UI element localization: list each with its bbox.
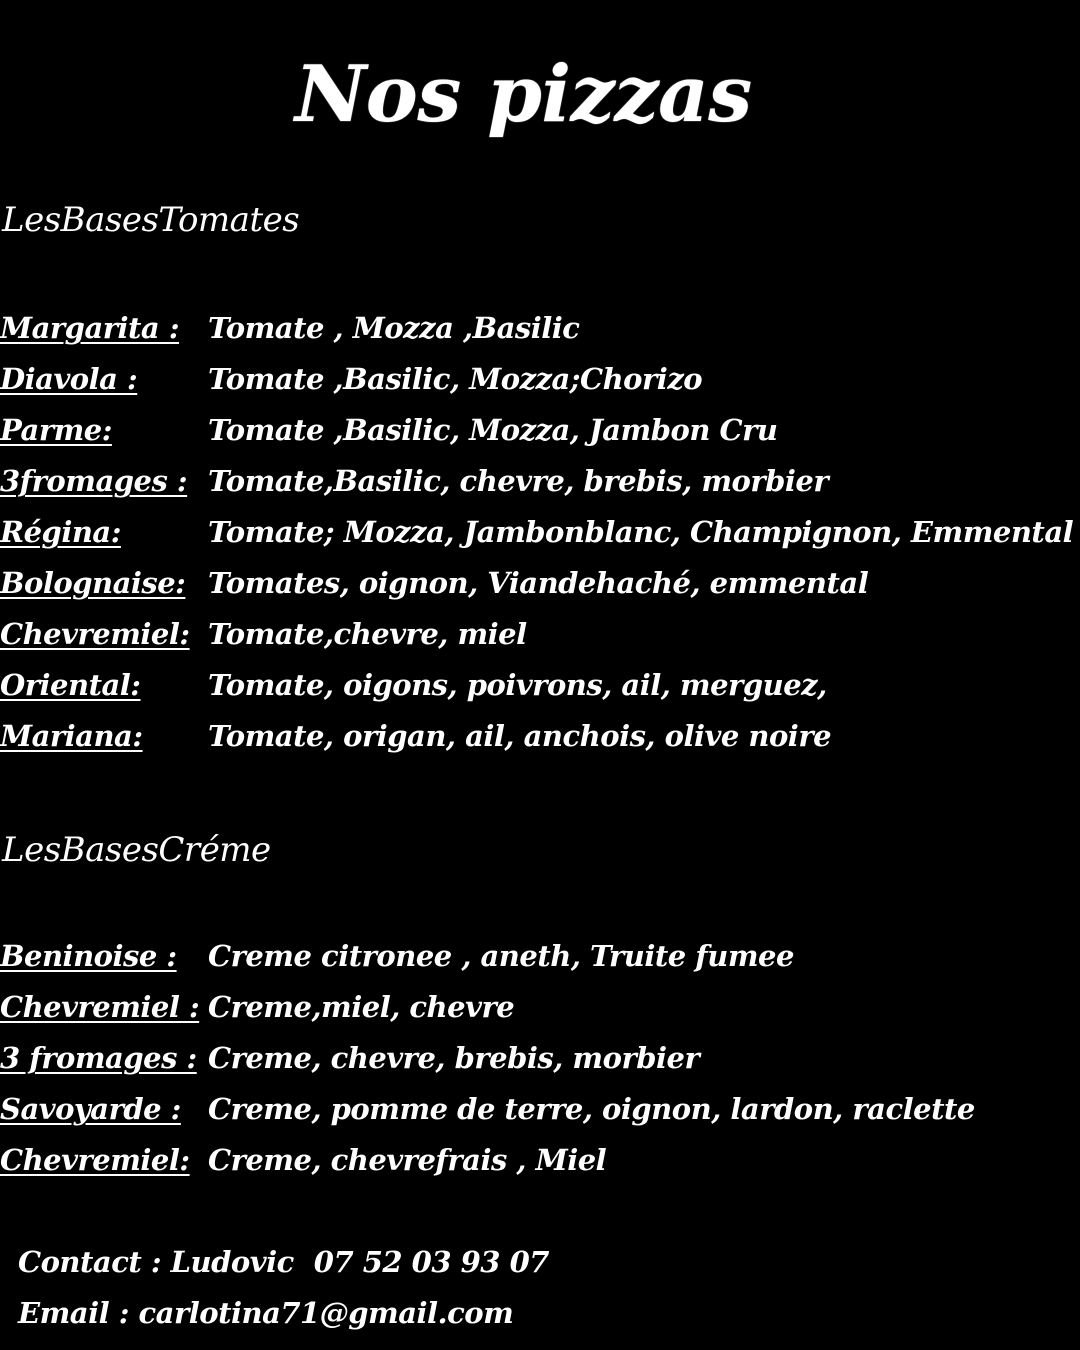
pizza-ingredients: Tomate; Mozza, Jambonblanc, Champignon, Emmental bbox=[208, 515, 1074, 549]
email-line: Email : carlotina71@gmail.com bbox=[18, 1296, 514, 1330]
pizza-name: Chevremiel: bbox=[0, 1143, 190, 1177]
pizza-name: Chevremiel : bbox=[0, 990, 200, 1024]
pizza-ingredients: Creme, pomme de terre, oignon, lardon, raclette bbox=[208, 1092, 975, 1126]
pizza-name: 3fromages : bbox=[0, 464, 188, 498]
contact-phone: 07 52 03 93 07 bbox=[313, 1245, 549, 1279]
pizza-ingredients: Tomate,chevre, miel bbox=[208, 617, 527, 651]
pizza-name: Bolognaise: bbox=[0, 566, 186, 600]
list-item bbox=[0, 303, 1073, 354]
list-item bbox=[0, 456, 1073, 507]
list-item bbox=[0, 1135, 975, 1186]
pizza-ingredients: Creme, chevre, brebis, morbier bbox=[208, 1041, 700, 1075]
pizza-ingredients: Tomate, oigons, poivrons, ail, merguez, bbox=[208, 668, 827, 702]
pizza-ingredients: Tomate, origan, ail, anchois, olive noire bbox=[208, 719, 832, 753]
pizza-ingredients: Tomate,Basilic, chevre, brebis, morbier bbox=[208, 464, 829, 498]
list-item bbox=[0, 507, 1073, 558]
pizza-name: 3 fromages : bbox=[0, 1041, 197, 1075]
list-item bbox=[0, 931, 975, 982]
pizza-name: Parme: bbox=[0, 413, 112, 447]
section-heading-tomato: LesBasesTomates bbox=[2, 200, 300, 240]
contact-label: Contact : Ludovic bbox=[18, 1245, 294, 1279]
pizza-ingredients: Creme,miel, chevre bbox=[208, 990, 515, 1024]
page-title: Nos pizzas bbox=[295, 49, 752, 140]
pizza-ingredients: Tomates, oignon, Viandehaché, emmental bbox=[208, 566, 869, 600]
pizza-name: Savoyarde : bbox=[0, 1092, 181, 1126]
pizza-name: Beninoise : bbox=[0, 939, 177, 973]
contact-line bbox=[18, 1236, 549, 1288]
pizza-name: Diavola : bbox=[0, 362, 138, 396]
pizza-ingredients: Tomate ,Basilic, Mozza;Chorizo bbox=[208, 362, 703, 396]
list-item bbox=[0, 660, 1073, 711]
section-heading-cream: LesBasesCréme bbox=[2, 830, 271, 870]
pizza-name: Chevremiel: bbox=[0, 617, 190, 651]
list-item bbox=[0, 354, 1073, 405]
pizza-ingredients: Creme citronee , aneth, Truite fumee bbox=[208, 939, 794, 973]
pizza-ingredients: Tomate , Mozza ,Basilic bbox=[208, 311, 580, 345]
pizza-name: Mariana: bbox=[0, 719, 143, 753]
pizza-name: Régina: bbox=[0, 515, 121, 549]
list-item bbox=[0, 609, 1073, 660]
pizza-name: Margarita : bbox=[0, 311, 180, 345]
list-item bbox=[0, 405, 1073, 456]
list-item bbox=[0, 711, 1073, 762]
list-item bbox=[0, 1033, 975, 1084]
list-item bbox=[0, 558, 1073, 609]
list-item bbox=[0, 1084, 975, 1135]
list-item bbox=[0, 982, 975, 1033]
pizza-name: Oriental: bbox=[0, 668, 141, 702]
pizza-ingredients: Creme, chevrefrais , Miel bbox=[208, 1143, 607, 1177]
tomato-pizza-list bbox=[0, 303, 1073, 762]
cream-pizza-list bbox=[0, 931, 975, 1186]
pizza-ingredients: Tomate ,Basilic, Mozza, Jambon Cru bbox=[208, 413, 778, 447]
